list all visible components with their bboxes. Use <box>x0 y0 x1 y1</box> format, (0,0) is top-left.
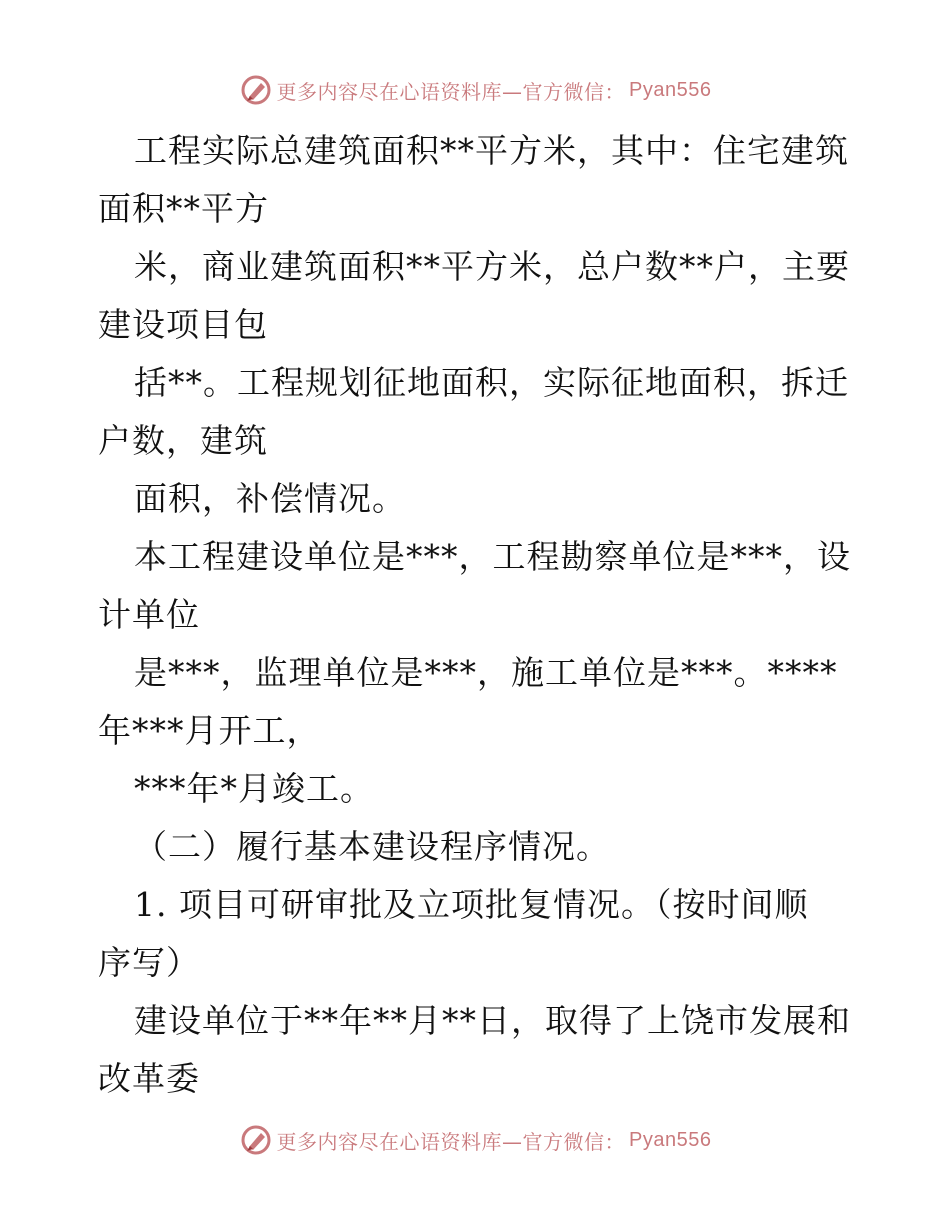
text-line: 是***，监理单位是***，施工单位是***。**** <box>134 653 838 692</box>
text-line: 计单位 <box>98 595 200 634</box>
document-body <box>98 122 858 1108</box>
text-line: 米，商业建筑面积**平方米，总户数**户，主要 <box>134 247 850 286</box>
text-line: 改革委 <box>98 1059 200 1098</box>
text-line: 年***月开工， <box>98 711 321 750</box>
text-line: 建设项目包 <box>98 305 268 344</box>
pen-logo-icon <box>239 1123 273 1157</box>
watermark-wechat-id: Pyan556 <box>629 1128 712 1151</box>
text-line: 面积**平方 <box>98 189 269 228</box>
text-line: 户数，建筑 <box>98 421 268 460</box>
section-heading: （二）履行基本建设程序情况。 <box>134 827 610 866</box>
text-line: 本工程建设单位是***，工程勘察单位是***，设 <box>134 537 851 576</box>
text-line: 工程实际总建筑面积**平方米，其中：住宅建筑 <box>134 131 849 170</box>
watermark-wechat-id: Pyan556 <box>629 78 712 101</box>
text-line: 面积，补偿情况。 <box>134 479 406 518</box>
header-watermark <box>0 70 950 110</box>
text-line: 1. 项目可研审批及立项批复情况。（按时间顺 <box>134 885 809 924</box>
footer-watermark <box>0 1120 950 1160</box>
text-line: 建设单位于**年**月**日，取得了上饶市发展和 <box>134 1001 851 1040</box>
watermark-text: 更多内容尽在心语资料库—官方微信： <box>276 79 626 104</box>
pen-logo-icon <box>239 73 273 107</box>
watermark-text: 更多内容尽在心语资料库—官方微信： <box>276 1129 626 1154</box>
text-line: 括**。工程规划征地面积，实际征地面积，拆迁 <box>134 363 849 402</box>
text-line: ***年*月竣工。 <box>134 769 374 808</box>
text-line: 序写） <box>98 943 200 982</box>
